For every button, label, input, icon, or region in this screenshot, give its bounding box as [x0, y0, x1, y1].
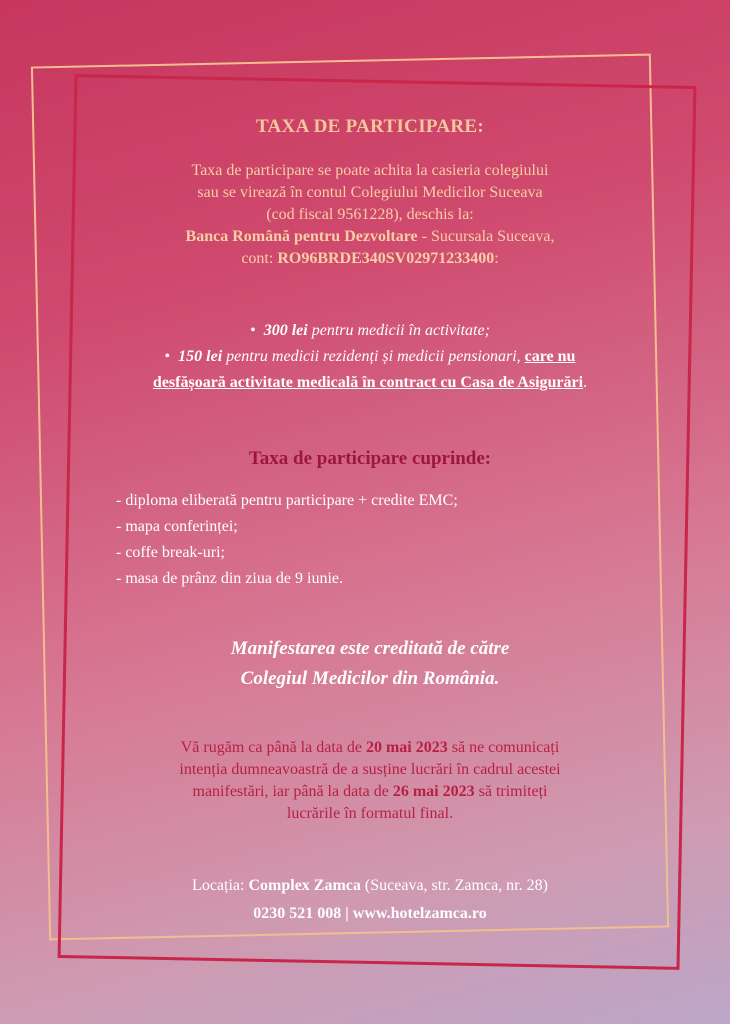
includes-item: - mapa conferinței;	[116, 518, 238, 535]
fee-text: pentru medicii rezidenți și medicii pensionari,	[222, 348, 525, 365]
deadline-date: 26 mai 2023	[392, 783, 475, 800]
fee-end: .	[583, 374, 588, 391]
accreditation-note	[80, 634, 660, 694]
deadline-line: intenția dumneavoastră de a susține lucrări în cadrul acestei	[179, 761, 561, 778]
fee-item	[80, 318, 660, 344]
accreditation-line: Colegiul Medicilor din România.	[240, 668, 500, 689]
deadline-note	[80, 737, 660, 825]
bank-line	[80, 226, 660, 248]
includes-item: - masa de prânz din ziua de 9 iunie.	[116, 570, 344, 587]
location-label: Locația:	[192, 877, 249, 894]
fee-amount: 150 lei	[178, 348, 223, 365]
account-suffix: :	[494, 250, 499, 267]
payment-info	[80, 160, 660, 270]
deadline-text: Vă rugăm ca până la data de	[180, 739, 366, 756]
bank-branch: - Sucursala Suceava,	[417, 228, 555, 245]
location-line	[80, 872, 660, 900]
includes-item: - coffe break-uri;	[116, 544, 225, 561]
page-title: TAXA DE PARTICIPARE:	[255, 116, 485, 137]
deadline-text: să trimiteți	[474, 783, 548, 800]
fee-amount: 300 lei	[263, 322, 308, 339]
page-content	[80, 0, 660, 1024]
deadline-line	[80, 737, 660, 759]
fee-list	[80, 318, 660, 396]
deadline-date: 20 mai 2023	[365, 739, 448, 756]
fee-condition: care nu	[524, 348, 576, 365]
contact-info: 0230 521 008 | www.hotelzamca.ro	[253, 905, 487, 922]
includes-item: - diploma eliberată pentru participare + credite EMC;	[116, 492, 458, 509]
includes-title: Taxa de participare cuprinde:	[248, 448, 492, 469]
location-info	[80, 872, 660, 928]
fee-item	[80, 344, 660, 370]
fee-text: pentru medicii în activitate;	[307, 322, 490, 339]
deadline-text: manifestări, iar până la data de	[192, 783, 393, 800]
deadline-line	[80, 781, 660, 803]
payment-line: (cod fiscal 9561228), deschis la:	[266, 206, 474, 223]
includes-list	[116, 488, 636, 592]
fee-condition: desfășoară activitate medicală în contract cu Casa de Asigurări	[152, 374, 584, 391]
bullet-icon: •	[250, 322, 256, 339]
deadline-line: lucrările în formatul final.	[286, 805, 454, 822]
fee-item-continuation	[80, 370, 660, 396]
account-line	[80, 248, 660, 270]
deadline-text: să ne comunicați	[447, 739, 560, 756]
payment-line: sau se virează în contul Colegiului Medicilor Suceava	[197, 184, 543, 201]
account-number: RO96BRDE340SV02971233400	[277, 250, 495, 267]
venue-address: (Suceava, str. Zamca, nr. 28)	[360, 877, 548, 894]
payment-line: Taxa de participare se poate achita la casieria colegiului	[191, 162, 549, 179]
bullet-icon: •	[164, 348, 171, 365]
account-prefix: cont:	[241, 250, 278, 267]
accreditation-line: Manifestarea este creditată de către	[230, 638, 510, 659]
bank-name: Banca Română pentru Dezvoltare	[185, 228, 418, 245]
contact-line	[80, 900, 660, 928]
venue-name: Complex Zamca	[248, 877, 361, 894]
